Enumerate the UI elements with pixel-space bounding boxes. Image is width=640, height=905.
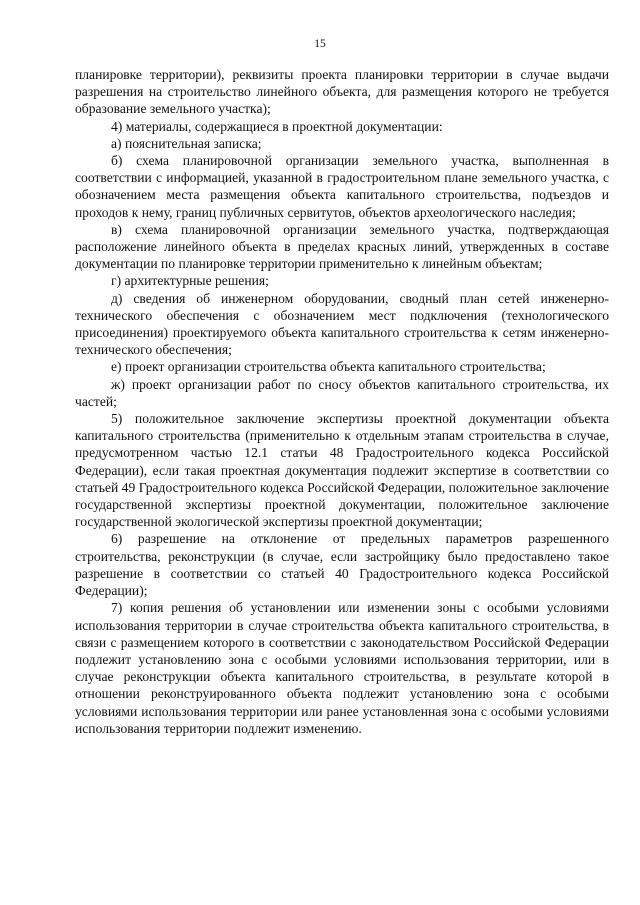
paragraph: планировке территории), реквизиты проекта планировки территории в случае выдачи разрешения на строительство линейного объекта, для размещения которого не требуется образование земельного участка); [75,67,609,117]
list-item: 5) положительное заключение экспертизы проектной документации объекта капитального строительства (применительно к отдельным этапам строительства в случае, предусмотренном частью 12.1 статьи 48 Градостроительного кодекса Российской Федерации), если такая проектная документация подлежит экспертизе в соответствии со статьей 49 Градостроительного кодекса Российской Федерации, положительное заключение государственной экспертизы проектной документации, положительное заключение государственной экологической экспертизы проектной документации; [75,411,609,530]
list-item: г) архитектурные решения; [111,273,269,289]
list-item: б) схема планировочной организации земельного участка, выполненная в соответствии с информацией, указанной в градостроительном плане земельного участка, с обозначением места размещения объекта капитального строительства, подъездов и проходов к нему, границ публичных сервитутов, объектов археологического наследия; [75,153,609,220]
list-item: е) проект организации строительства объекта капитального строительства; [111,359,546,375]
list-item: ж) проект организации работ по сносу объектов капитального строительства, их частей; [75,376,609,409]
document-body [75,66,609,737]
list-item: 7) копия решения об установлении или изменении зоны с особыми условиями использования территории в случае строительства объекта капитального строительства, в связи с размещением которого в соответствии с законодательством Российской Федерации подлежит установлению зона с особыми условиями использования территории, или в случае реконструкции объекта капитального строительства, в результате которой в отношении реконструированного объекта подлежит установлению зона с особыми условиями использования территории или ранее установленная зона с особыми условиями использования территории подлежит изменению. [75,600,609,736]
list-item: в) схема планировочной организации земельного участка, подтверждающая расположение линейного объекта в пределах красных линий, утвержденных в составе документации по планировке территории применительно к линейным объектам; [75,221,609,272]
list-item: д) сведения об инженерном оборудовании, сводный план сетей инженерно-технического обеспечения с обозначением мест подключения (технологического присоединения) проектируемого объекта капитального строительства к сетям инженерно-технического обеспечения; [75,290,609,358]
page-number: 15 [314,38,326,50]
list-item: 4) материалы, содержащиеся в проектной документации: [111,118,443,134]
list-item: 6) разрешение на отклонение от предельных параметров разрешенного строительства, реконструкции (в случае, если застройщику было предоставлено такое разрешение в соответствии со статьей 40 Градостроительного кодекса Российской Федерации); [75,531,609,599]
list-item: а) пояснительная записка; [111,135,262,151]
